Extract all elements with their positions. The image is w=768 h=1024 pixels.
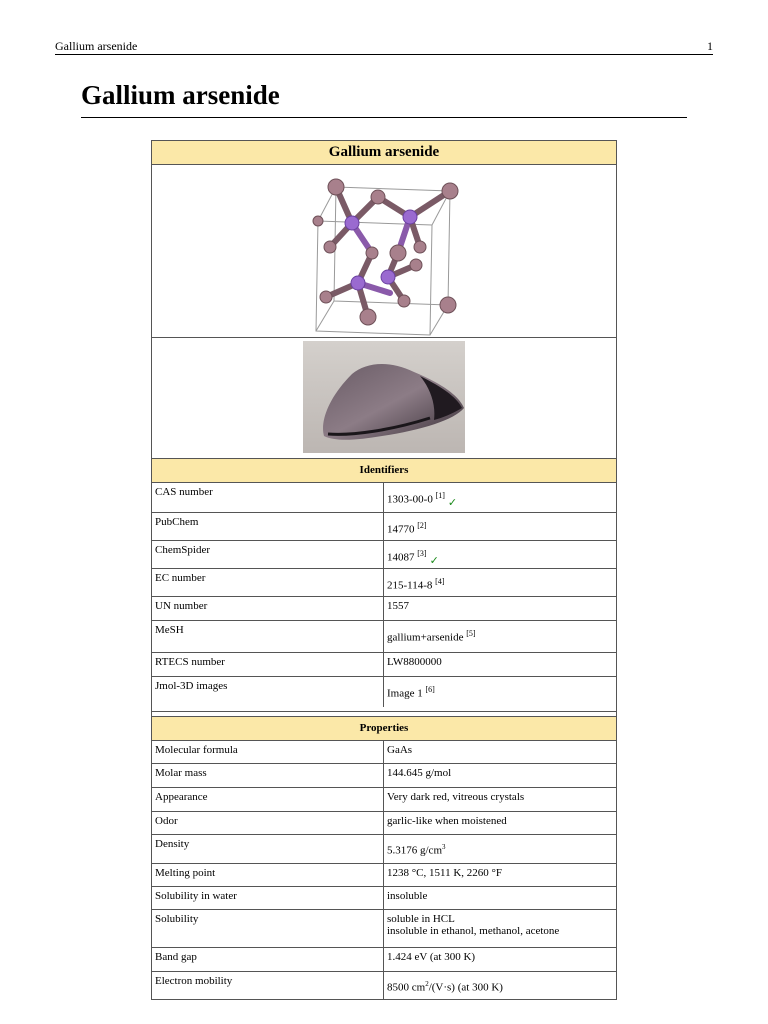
identifiers-table	[152, 483, 616, 707]
chembox	[151, 140, 617, 1000]
property-key: Odor	[152, 812, 384, 834]
reference-link[interactable]: [6]	[425, 685, 435, 694]
property-value-text: 144.645 g/mol	[387, 767, 452, 779]
identifier-key: RTECS number	[152, 653, 384, 676]
property-row	[152, 887, 616, 910]
identifier-row	[152, 621, 616, 653]
property-row	[152, 948, 616, 972]
running-header	[55, 38, 713, 55]
property-value-suffix: /(V·s) (at 300 K)	[428, 981, 503, 994]
arsenic-atoms	[345, 210, 417, 290]
identifier-key: Jmol-3D images	[152, 677, 384, 707]
property-row	[152, 910, 616, 948]
property-value-text: soluble in HCL	[387, 913, 455, 925]
chembox-caption: Gallium arsenide	[152, 141, 616, 165]
identifier-row	[152, 541, 616, 569]
property-value-text: garlic-like when moistened	[387, 815, 507, 827]
identifier-value-text[interactable]: 1557	[387, 600, 409, 612]
property-value-text: GaAs	[387, 744, 413, 756]
identifier-value	[384, 597, 616, 620]
property-row	[152, 835, 616, 864]
unit-exponent: 3	[442, 843, 446, 851]
identifier-value	[384, 513, 616, 540]
property-value	[384, 948, 616, 971]
identifier-value	[384, 621, 616, 652]
property-value-text: insoluble	[387, 890, 428, 902]
identifier-value	[384, 541, 616, 568]
property-value	[384, 910, 616, 947]
property-row	[152, 741, 616, 764]
running-header-title: Gallium arsenide	[55, 39, 138, 53]
identifier-value-text[interactable]: 14770	[387, 523, 415, 536]
property-value	[384, 887, 616, 909]
property-value	[384, 764, 616, 787]
identifiers-heading: Identifiers	[152, 459, 616, 483]
property-value	[384, 741, 616, 763]
property-key: Solubility	[152, 910, 384, 947]
property-value-line-2: insoluble in ethanol, methanol, acetone	[387, 925, 560, 937]
property-key: Melting point	[152, 864, 384, 886]
crystal-structure-image[interactable]	[152, 165, 618, 337]
property-key: Density	[152, 835, 384, 863]
properties-heading: Properties	[152, 717, 616, 741]
identifier-row	[152, 483, 616, 513]
sample-photo-cell	[152, 338, 616, 459]
reference-link[interactable]: [5]	[466, 629, 476, 638]
property-key: Band gap	[152, 948, 384, 971]
property-key: Molar mass	[152, 764, 384, 787]
property-key: Appearance	[152, 788, 384, 811]
property-value-text: 8500 cm	[387, 981, 426, 994]
identifier-key: EC number	[152, 569, 384, 596]
identifier-key: ChemSpider	[152, 541, 384, 568]
identifier-row	[152, 653, 616, 677]
identifier-key: MeSH	[152, 621, 384, 652]
property-value	[384, 812, 616, 834]
identifier-value-text[interactable]: 215-114-8	[387, 579, 433, 592]
identifier-row	[152, 677, 616, 707]
identifier-key: CAS number	[152, 483, 384, 512]
reference-link[interactable]: [4]	[435, 577, 445, 586]
page-number: 1	[707, 39, 713, 53]
property-value	[384, 788, 616, 811]
identifier-value-text[interactable]: Image 1	[387, 687, 423, 700]
property-value-text: 5.3176 g/cm	[387, 844, 442, 857]
identifier-value-text[interactable]: 1303-00-0	[387, 493, 433, 506]
verified-check-icon: ✓	[429, 554, 439, 567]
gaas-wafer-photo[interactable]	[152, 338, 618, 458]
property-value	[384, 835, 616, 863]
property-value-text: 1.424 eV (at 300 K)	[387, 951, 476, 963]
identifier-row	[152, 513, 616, 541]
identifier-value-text[interactable]: gallium+arsenide	[387, 631, 464, 644]
identifier-value	[384, 569, 616, 596]
property-key: Solubility in water	[152, 887, 384, 909]
property-row	[152, 972, 616, 999]
identifier-row	[152, 597, 616, 621]
identifier-value	[384, 483, 616, 512]
unit-exponent: 2	[425, 980, 429, 988]
crystal-structure-image-cell	[152, 165, 616, 338]
property-value	[384, 972, 616, 999]
property-value-text: Very dark red, vitreous crystals	[387, 791, 525, 803]
property-value	[384, 864, 616, 886]
property-value-text: 1238 °C, 1511 K, 2260 °F	[387, 867, 503, 879]
property-row	[152, 764, 616, 788]
reference-link[interactable]: [1]	[435, 491, 445, 500]
identifier-row	[152, 569, 616, 597]
identifier-value-text[interactable]: 14087	[387, 551, 415, 564]
verified-check-icon: ✓	[447, 496, 458, 509]
property-row	[152, 788, 616, 812]
reference-link[interactable]: [2]	[417, 521, 427, 530]
property-key: Electron mobility	[152, 972, 384, 999]
identifier-value	[384, 653, 616, 676]
identifier-value-text[interactable]: LW8800000	[387, 656, 442, 668]
property-row	[152, 812, 616, 835]
page-title: Gallium arsenide	[81, 78, 687, 118]
reference-link[interactable]: [3]	[417, 549, 427, 558]
unit-cell-wireframe	[316, 187, 450, 335]
properties-table	[152, 741, 616, 999]
identifier-key: UN number	[152, 597, 384, 620]
identifier-key: PubChem	[152, 513, 384, 540]
property-key: Molecular formula	[152, 741, 384, 763]
identifier-value	[384, 677, 616, 707]
property-row	[152, 864, 616, 887]
